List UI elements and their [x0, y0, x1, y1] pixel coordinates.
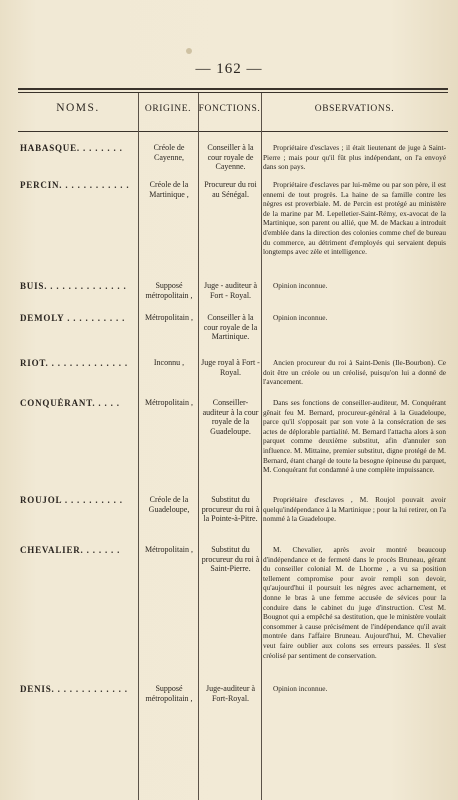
entry-observations: Propriétaire d'esclaves par lui-même ou par son père, il est ennemi de tout progrès. La haine de sa famille contre les nègres est proverbiale. M. de Percin est protégé au ministère de la marine par M. Lepelletier-Saint-Rémy, ex-avocat de la Martinique, son parent ou allié, que M. de Mackau a introduit d'emblée dans la direction des colonies comme chef de bureau du commerce, au détriment d'employés qui servaient depuis longtemps avec zèle et intelligence.: [263, 180, 446, 257]
entry-name: PERCIN. . . . . . . . . . . .: [20, 180, 130, 190]
entry-observations: Ancien procureur du roi à Saint-Denis (Ile-Bourbon). Ce doit être un créole ou un créolisé, puisqu'on lui a donné de l'avancement.: [263, 358, 446, 387]
entry-fonctions: Conseiller-auditeur à la cour royale de la Guadeloupe.: [202, 398, 259, 436]
entry-origine: Métropolitain ,: [145, 398, 193, 407]
entry-observations: Opinion inconnue.: [273, 281, 328, 290]
entry-origine: Métropolitain ,: [145, 313, 193, 322]
entry-name: CONQUÉRANT. . . . .: [20, 398, 120, 408]
entry-name: HABASQUE. . . . . . . .: [20, 143, 123, 153]
entry-origine: Inconnu ,: [153, 358, 185, 367]
entry-origine: Créole de la Martinique ,: [149, 180, 189, 199]
entry-name: DENIS. . . . . . . . . . . . .: [20, 684, 128, 694]
entry-origine: Supposé métropolitain ,: [145, 684, 193, 703]
entry-name: ROUJOL . . . . . . . . . .: [20, 495, 123, 505]
column-divider: [198, 93, 199, 800]
entry-fonctions: Juge royal à Fort - Royal.: [201, 358, 260, 377]
entry-fonctions: Juge - auditeur à Fort - Royal.: [203, 281, 258, 300]
entry-fonctions: Substitut du procureur du roi à la Pointe-à-Pitre.: [201, 495, 260, 524]
header-rule: [18, 131, 448, 132]
entry-name: RIOT. . . . . . . . . . . . . .: [20, 358, 128, 368]
entry-origine: Supposé métropolitain ,: [145, 281, 193, 300]
entry-observations: M. Chevalier, après avoir montré beaucoup d'indépendance et de fermeté dans le procès Bruneau, gérant du conseiller colonial M. de Lhorme , a vu sa position tellement compromise pour avoir rempli son devoir, qu'aujourd'hui il poursuit les nègres avec acharnement, et donne le bras à une femme accusée de sévices pour la conduire dans le cabinet du juge d'instruction. C'est M. Bougnot qui a empêché sa destitution, que le ministère voulait consommer à cause précisément de l'indépendance qu'il avait montrée dans l'affaire Bruneau. Aujourd'hui, M. Chevalier veut faire oublier aux colons ses erreurs passées. Il s'est créolisé par sentiment de conservation.: [263, 545, 446, 660]
entry-observations: Opinion inconnue.: [273, 313, 328, 322]
entry-observations: Dans ses fonctions de conseiller-auditeur, M. Conquérant gênait feu M. Bernard, procureur-général à la Guadeloupe, parce qu'il s'opposait par son vote à la consécration de ses actes de déplorable partialité. M. Bernard l'attacha alors à son parquet comme deuxième substitut, afin d'annuler son influence. M. Mittaine, premier substitut, digne protégé de M. Bernard, étant chargé de toute la besogne épineuse du parquet, M. Conquérant fut condamné à une complète impuissance.: [263, 398, 446, 475]
entry-name: DEMOLY . . . . . . . . . .: [20, 313, 126, 323]
entry-origine: Créole de la Guadeloupe,: [148, 495, 190, 514]
entry-observations: Propriétaire d'esclaves , M. Roujol pouvait avoir quelqu'indépendance à la Martinique ; pour la lui retirer, on l'a nommé à la Guadeloupe.: [263, 495, 446, 524]
entry-fonctions: Procureur du roi au Sénégal.: [204, 180, 257, 199]
column-divider: [261, 93, 262, 800]
top-rule: [18, 88, 448, 90]
entry-fonctions: Substitut du procureur du roi à Saint-Pierre.: [201, 545, 260, 574]
entry-name: BUIS. . . . . . . . . . . . . .: [20, 281, 127, 291]
entry-observations: Propriétaire d'esclaves ; il était lieutenant de juge à Saint-Pierre ; mais pour qu'il fût plus indépendant, on l'a envoyé dans son pays.: [263, 143, 446, 172]
header-observations: OBSERVATIONS.: [314, 104, 395, 114]
entry-observations: Opinion inconnue.: [273, 684, 328, 693]
ink-spot: [186, 48, 192, 54]
entry-origine: Créole de Cayenne,: [153, 143, 185, 162]
entry-fonctions: Conseiller à la cour royale de Cayenne.: [207, 143, 254, 172]
header-fonctions: FONCTIONS.: [198, 104, 261, 114]
entry-name: CHEVALIER. . . . . . .: [20, 545, 121, 555]
entry-fonctions: Juge-auditeur à Fort-Royal.: [205, 684, 256, 703]
entry-fonctions: Conseiller à la cour royale de la Martinique.: [203, 313, 258, 342]
page-number: — 162 —: [195, 61, 263, 77]
column-divider: [138, 93, 139, 800]
top-rule-thin: [18, 92, 448, 93]
entry-origine: Métropolitain ,: [145, 545, 193, 554]
header-noms: NOMS.: [56, 102, 100, 114]
header-origine: ORIGINE.: [144, 104, 192, 114]
